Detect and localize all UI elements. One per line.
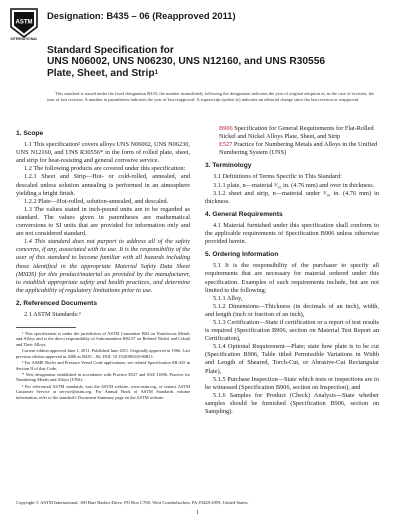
para-3-1-2: 3.1.2 sheet and strip, n—material under ³⁄₁₆ in. (4.76 mm) in thickness. (205, 189, 379, 205)
left-column (16, 125, 190, 401)
ref-e527-link[interactable]: E527 (219, 141, 233, 149)
para-5-1-5: 5.1.5 Purchase Inspection—State which tests or inspections are to be witnessed (Specification B906, section on Inspection), and (205, 375, 379, 391)
ref-b906-link[interactable]: B906 (219, 125, 233, 132)
designation: Designation: B435 – 06 (Reapproved 2011) (47, 10, 236, 21)
title-footnote-mark: 1 (154, 69, 158, 76)
para-3-1-1: 3.1.1 plate, n—material ³⁄₁₆ in. (4.76 mm) and over in thickness. (213, 181, 375, 189)
section-5-heading: 5. Ordering Information (205, 251, 279, 259)
footnote-1-edition: Current edition approved June 1, 2011. Published June 2011. Originally approved in 1966. Last previous edition approved in 2006 as B435 – 06. DOI: 10.1520/B0435-06R11. (16, 348, 190, 359)
title-line-2: UNS N06002, UNS N06230, UNS N12160, and UNS R30556 (47, 56, 326, 68)
para-2-1: 2.1 ASTM Standards:³ (24, 310, 81, 318)
para-5-1-4: 5.1.4 Optional Requirement—Plate; state how plate is to be cut (Specification B906, Table titled Permissible Variations in Width and Length of Sheared, Torch-Cut, or Abrasive-Cut Rectangular Plate), (205, 343, 379, 375)
title-line-3: Plate, Sheet, and Strip (47, 67, 155, 79)
para-5-1: 5.1 It is the responsibility of the purchaser to specify all requirements that are necessary for material ordered under this specification. Examples of such requirements include, but are not limited to the following: (205, 262, 379, 294)
section-2-heading: 2. Referenced Documents (16, 299, 97, 307)
para-1-2-2: 1.2.2 Plate—Hot-rolled, solution-annealed, and descaled. (24, 197, 169, 205)
para-1-4: 1.4 This standard does not purport to address all of the safety concerns, if any, associated with its use. It is the responsibility of the user of this standard to become familiar with all hazards including those identified in the appropriate Material Safety Data Sheet (MSDS) for this product/material as provided by the manufacturer, to establish appropriate safety and health practices, and determine the applicability of regulatory limitations prior to use. (16, 238, 190, 294)
footnote-star: * New designation established in accordance with Practice E527 and SAE J1086, Practice for Numbering Metals and Alloys (UNS). (16, 371, 190, 383)
para-1-3: 1.3 The values stated in inch-pound units are to be regarded as standard. The values given in parentheses are mathematical conversions to SI units that are provided for information only and are not considered standard. (16, 205, 190, 238)
ref-b906: B906 Specification for General Requirements for Flat-Rolled Nickel and Nickel Alloys Plate, Sheet, and Strip (219, 125, 374, 141)
section-3-heading: 3. Terminology (205, 162, 252, 170)
astm-logo (9, 7, 39, 39)
para-5-1-6: 5.1.6 Samples for Product (Check) Analysis—State whether samples should be furnished (Specification B906, section on Sampling). (205, 391, 379, 415)
para-5-1-2: 5.1.2 Dimensions—Thickness (in decimals of an inch), width, and length (inch or fraction of an inch), (205, 302, 379, 318)
para-5-1-1: 5.1.1 Alloy, (213, 294, 243, 302)
footnote-2: ² For ASME Boiler and Pressure Vessel Code applications, see related Specification SB-435 in Section II of that Code. (16, 360, 190, 371)
logo-caption: INTERNATIONAL (10, 37, 38, 41)
para-1-2: 1.2 The following products are covered under this specification: (24, 165, 186, 173)
document-title (47, 45, 387, 79)
section-1-heading: 1. Scope (16, 130, 44, 137)
para-1-1: 1.1 This specification² covers alloys UNS N06002, UNS N06230, UNS N12160, and UNS R30556* in the form of rolled plate, sheet, and strip for heat-resisting and general corrosive service. (16, 141, 191, 165)
title-line-1: Standard Specification for (47, 45, 174, 56)
para-5-1-3: 5.1.3 Certification—State if certification or a report of test results is required (Specification B906, section on Material Test Report an Certification), (205, 318, 379, 343)
footnote-1: ¹ This specification is under the jurisdiction of ASTM Committee B02 on Nonferrous Metals and Alloys and is the direct responsibility of Subcommittee B02.07 on Refined Nickel and Cobalt and Their Alloys. (16, 331, 190, 347)
page-number: 1 (196, 510, 199, 516)
footnote-divider (16, 327, 76, 328)
copyright-line: Copyright © ASTM International, 100 Barr Harbor Drive, PO Box C700, West Conshohocken, PA 19428-2959, United States. (16, 500, 249, 505)
section-4-heading: 4. General Requirements (205, 210, 283, 218)
right-column (205, 125, 379, 416)
footnote-3: ³ For referenced ASTM standards, visit the ASTM website, www.astm.org, or contact ASTM Customer Service at service@astm.org. For Annual Book of ASTM Standards volume information, refer to the standard's Document Summary page on the ASTM website. (16, 383, 190, 400)
para-1-2-1: 1.2.1 Sheet and Strip—Hot- or cold-rolled, annealed, and descaled unless solution annealing is performed in an atmosphere yielding a bright finish. (16, 173, 190, 197)
ref-e527: E527 Practice for Numbering Metals and Alloys in the Unified Numbering System (UNS) (219, 141, 378, 157)
designation-notice: This standard is issued under the fixed designation B435; the number immediately following the designation indicates the year of original adoption or, in the case of revision, the year of last revision. A number in parentheses indicates the year of last reapproval. A superscript epsilon (ε) indicates an editorial change since the last revision or reapproval. (47, 91, 375, 102)
para-4-1: 4.1 Material furnished under this specification shall conform to the applicable requirements of Specification B906 unless otherwise provided herein. (205, 221, 379, 246)
svg-text:ASTM: ASTM (15, 19, 33, 26)
para-3-1: 3.1 Definitions of Terms Specific to This Standard: (213, 173, 342, 181)
